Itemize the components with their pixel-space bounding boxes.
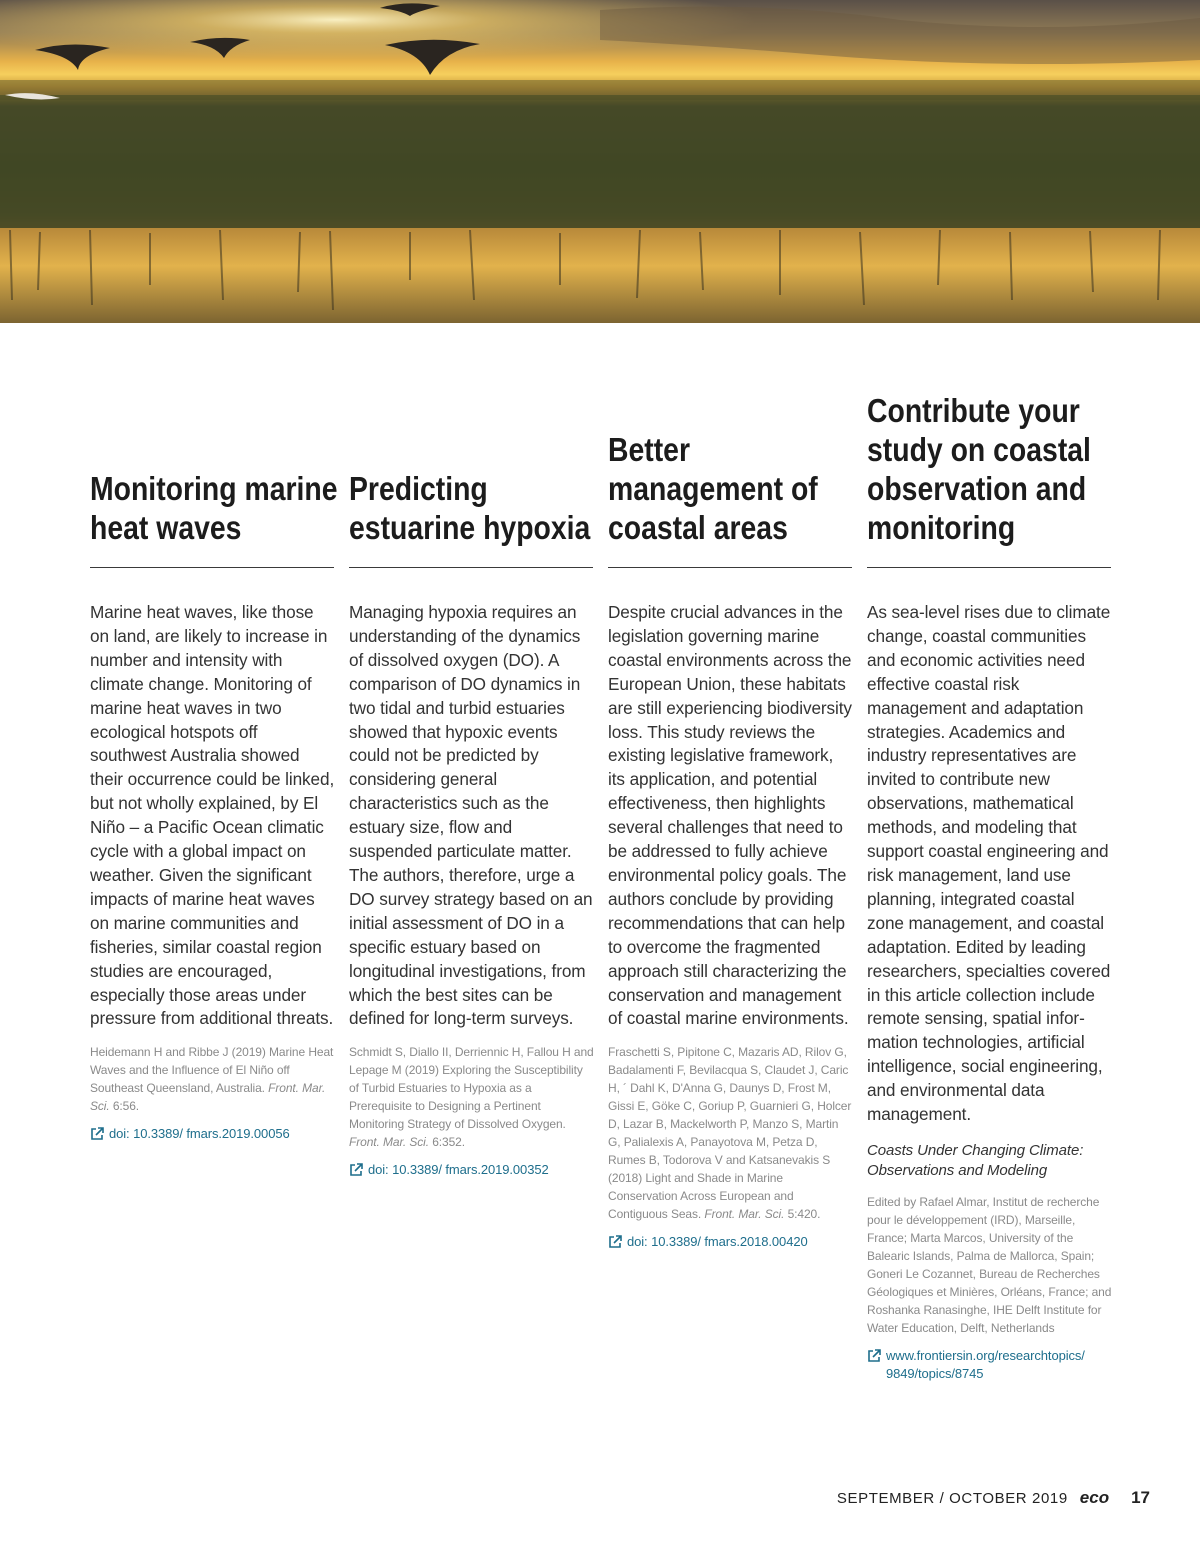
research-topic-link-text[interactable]: www.frontiersin.org/researchtopics/9849/topics/8745 [886,1347,1085,1381]
external-link-icon [90,1127,104,1141]
magazine-brand: eco [1079,1488,1110,1507]
citation-text: Schmidt S, Diallo II, Derriennic H, Fallou H and Lepage M (2019) Exploring the Susceptibility of Turbid Estuaries to Hypoxia as a Prerequisite to Designing a Pertinent Monitoring Strategy of Dissolved Oxygen. [349,1045,594,1132]
collection-title: Coasts Under Changing Climate: Observations and Modeling [867,1141,1084,1179]
issue-date: SEPTEMBER / OCTOBER 2019 [836,1490,1068,1507]
citation-text: Edited by Rafael Almar, Institut de recherche pour le développement (IRD), Marseille, France; Marta Marcos, University of the Balearic Islands, Palma de Mallorca, Spain; Goneri Le Cozannet, Bureau de Recherches Géologiques et Minières, Orléans, France; and Roshanka Ranasinghe, IHE Delft Institute for Water Education, Delft, Netherlands [867,1194,1112,1335]
article-heading: Monitoring marine heat waves [90,470,338,546]
heading-box [349,330,593,568]
page-number: 17 [1131,1488,1150,1507]
marsh-grass [0,95,1200,230]
doi-link-text[interactable]: doi: 10.3389/ fmars.2019.00352 [368,1162,549,1178]
journal-volume: 5:420. [784,1207,821,1222]
citation-text: Fraschetti S, Pipitone C, Mazaris AD, Rilov G, Badalamenti F, Bevilacqua S, Claudet J, Caric H, ´ Dahl K, D'Anna G, Daunys D, Frost M, Gissi E, Göke C, Goriup P, Guarnieri G, Holcer D, Lazar B, Mackelworth P, Manzo S, Martin G, Palialexis A, Panayotova M, Petza D, Rumes B, Todorova V and Katsanevakis S (2018) Light and Shade in Marine Conservation Across European and Contiguous Seas. [608,1045,852,1222]
heading-box [867,330,1111,568]
journal-name: Front. Mar. Sci. [349,1135,429,1150]
doi-link[interactable] [608,1233,854,1251]
journal-volume: 6:56. [109,1099,140,1114]
hero-scenery [0,0,1200,323]
article-body [90,601,336,1143]
external-link-icon [608,1235,622,1249]
journal-name: Front. Mar. Sci. [704,1207,785,1222]
citation [608,1043,854,1223]
article-body [608,601,854,1251]
heading-box [608,330,852,568]
article-heading: Contribute your study on coastal observation and monitoring [867,392,1091,546]
heading-box [90,330,338,568]
water-reflection [0,228,1200,323]
doi-link[interactable] [349,1161,595,1179]
doi-link-text[interactable]: doi: 10.3389/ fmars.2018.00420 [627,1234,808,1250]
citation [349,1043,595,1151]
citation [90,1043,336,1115]
journal-volume: 6:352. [428,1135,465,1150]
hero-photo [0,0,1200,323]
external-link-icon [867,1349,881,1363]
article-body [867,601,1113,1383]
research-topic-link[interactable] [867,1347,1113,1383]
doi-link[interactable] [90,1125,336,1143]
article-paragraph: Marine heat waves, like those on land, are likely to increase in number and intensity with climate change. Monitoring of marine heat waves in two ecological hotspots off southwest Australia showed their occurrence could be linked, but not wholly explained, by El Niño – a Pacific Ocean climatic cycle with a global impact on weather. Given the significant impacts of marine heat waves on marine communities and fisheries, similar coastal region studies are encouraged, especially those areas under pressure from additional threats. [90,602,335,1029]
doi-link-text[interactable]: doi: 10.3389/ fmars.2019.00056 [109,1126,290,1142]
article-paragraph: As sea-level rises due to climate change, coastal communities and economic activities need effective coastal risk management and adaptation strategies. Academics and industry representatives are invited to contribute new observations, mathematical methods, and modeling that support coastal engineering and risk management, land use planning, integrated coastal zone management, and coastal adaptation. Edited by leading researchers, specialties covered in this article collection include remote sensing, spatial information technologies, artificial intelligence, social engineering, and environmental data management. [867,602,1111,1125]
citation-text: Heidemann H and Ribbe J (2019) Marine Heat Waves and the Influence of El Niño off Southeast Queensland, Australia. [90,1045,334,1096]
article-paragraph: Despite crucial advances in the legislation governing marine coastal environments across the European Union, these habitats are still experiencing biodiversity loss. This study reviews the existing legislative framework, its application, and potential effectiveness, then highlights several challenges that need to be addressed to fully achieve environmental policy goals. The authors conclude by providing recommendations that can help to overcome the fragmented approach still characterizing the conservation and management of coastal marine environments. [608,602,852,1029]
article-paragraph: Managing hypoxia requires an understanding of the dynamics of dissolved oxygen (DO). A comparison of DO dynamics in two tidal and turbid estuaries showed that hypoxic events could not be predicted by considering general characteristics such as the estuary size, flow and suspended particulate matter. The authors, therefore, urge a DO survey strategy based on an initial assessment of DO in a specific estuary based on longitudinal investigations, from which the best sites can be defined for long-term surveys. [349,602,593,1029]
article-body [349,601,595,1179]
article-heading: Better management of coastal areas [608,431,818,546]
journal-name: Front. Mar. Sci. [90,1081,326,1114]
external-link-icon [349,1163,363,1177]
article-heading: Predicting estuarine hypoxia [349,470,591,546]
page-footer [837,1488,1150,1508]
citation [867,1193,1113,1337]
